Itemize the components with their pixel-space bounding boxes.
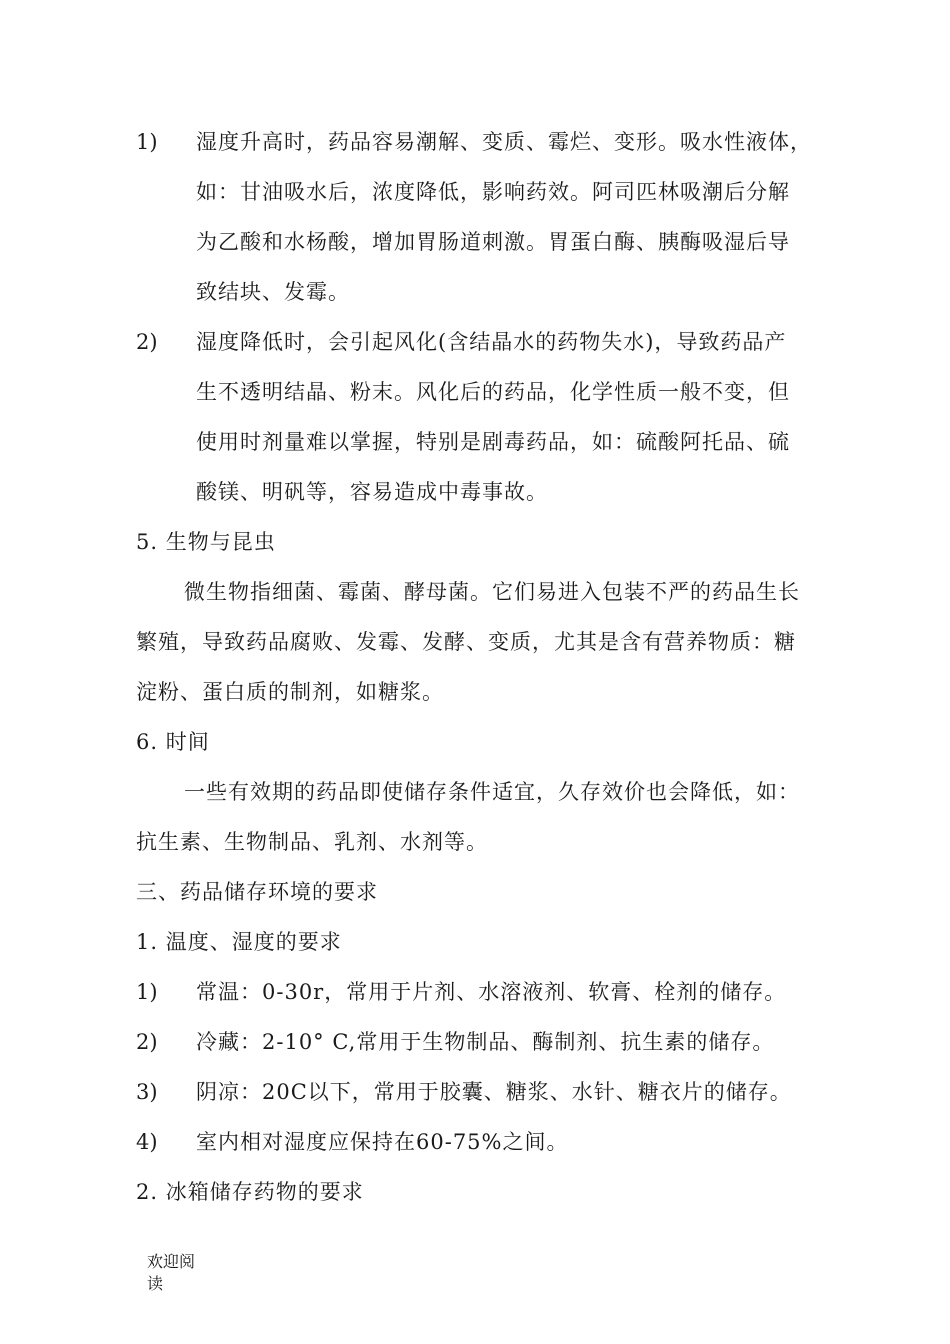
list-item-line: 致结块、发霉。 xyxy=(196,280,350,304)
list-item-line: 湿度降低时，会引起风化(含结晶水的药物失水)，导致药品产 xyxy=(196,330,787,354)
list-number: 3) xyxy=(136,1080,158,1104)
list-item-line: 为乙酸和水杨酸，增加胃肠道刺激。胃蛋白酶、胰酶吸湿后导 xyxy=(196,230,790,254)
list-item-line: 湿度升高时，药品容易潮解、变质、霉烂、变形。吸水性液体， xyxy=(196,130,812,154)
list-item-line: 酸镁、明矾等，容易造成中毒事故。 xyxy=(196,480,548,504)
section-heading: 6. 时间 xyxy=(136,730,210,754)
subsection-heading: 1. 温度、湿度的要求 xyxy=(136,930,342,954)
section-heading: 三、药品储存环境的要求 xyxy=(136,880,378,904)
list-number: 1) xyxy=(136,980,158,1004)
section-heading: 5. 生物与昆虫 xyxy=(136,530,276,554)
paragraph-line: 繁殖，导致药品腐败、发霉、发酵、变质，尤其是含有营养物质：糖 xyxy=(136,630,796,654)
footer-line: 欢迎阅 xyxy=(147,1252,196,1271)
list-number: 4) xyxy=(136,1130,158,1154)
paragraph-line: 一些有效期的药品即使储存条件适宜，久存效价也会降低，如： xyxy=(184,780,800,804)
subsection-heading: 2. 冰箱储存药物的要求 xyxy=(136,1180,364,1204)
paragraph-line: 淀粉、蛋白质的制剂，如糖浆。 xyxy=(136,680,444,704)
list-number: 2) xyxy=(136,330,158,354)
list-number: 1) xyxy=(136,130,158,154)
paragraph-line: 微生物指细菌、霉菌、酵母菌。它们易进入包装不严的药品生长 xyxy=(184,580,800,604)
paragraph-line: 抗生素、生物制品、乳剂、水剂等。 xyxy=(136,830,488,854)
list-item-line: 生不透明结晶、粉末。风化后的药品，化学性质一般不变，但 xyxy=(196,380,790,404)
list-item-line: 室内相对湿度应保持在60-75%之间。 xyxy=(196,1130,569,1154)
list-item-line: 使用时剂量难以掌握，特别是剧毒药品，如：硫酸阿托品、硫 xyxy=(196,430,790,454)
footer-note xyxy=(147,1251,217,1295)
list-item-line: 如：甘油吸水后，浓度降低，影响药效。阿司匹林吸潮后分解 xyxy=(196,180,790,204)
list-number: 2) xyxy=(136,1030,158,1054)
list-item-line: 阴凉：20C以下，常用于胶囊、糖浆、水针、糖衣片的储存。 xyxy=(196,1080,792,1104)
list-item-line: 常温：0-30r，常用于片剂、水溶液剂、软膏、栓剂的储存。 xyxy=(196,980,787,1004)
footer-line: 读 xyxy=(147,1274,164,1293)
list-item-line: 冷藏：2-10° C,常用于生物制品、酶制剂、抗生素的储存。 xyxy=(196,1030,775,1054)
